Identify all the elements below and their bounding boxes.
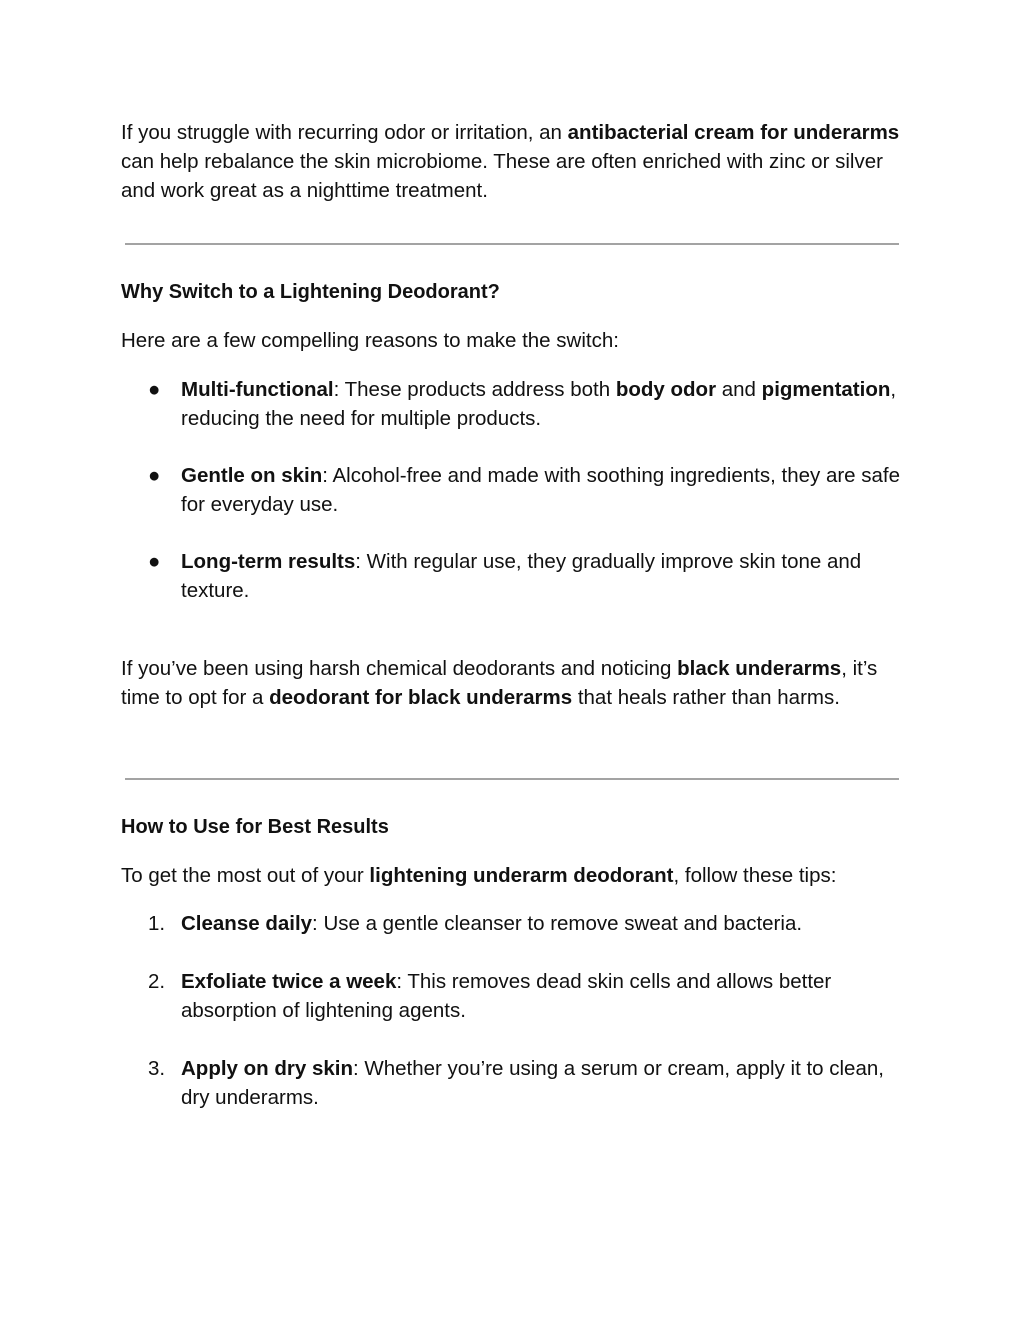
closing-text-1: If you’ve been using harsh chemical deodorants and noticing [121, 657, 678, 680]
item-bold-body-odor: body odor [615, 378, 717, 401]
list-item-exfoliate [148, 968, 916, 1026]
lead-bold-lightening-deodorant: lightening underarm deodorant [369, 864, 674, 887]
closing-text-3: that heals rather than harms. [572, 685, 840, 709]
list-number: 1. [148, 912, 166, 935]
closing-bold-black-underarms: black underarms [677, 657, 842, 680]
bullet-icon: ● [148, 378, 161, 401]
section-divider-2 [125, 778, 899, 780]
item-bold-label: Apply on dry skin [181, 1057, 353, 1080]
intro-text-2: can help rebalance the skin microbiome. These are often enriched with zinc or silver and work great as a nighttime treatment. [121, 149, 883, 202]
list-item-apply-dry-skin [148, 1055, 916, 1113]
item-bold-label: Exfoliate twice a week [181, 970, 397, 993]
bullet-icon: ● [148, 550, 161, 573]
item-text: , reducing the need for multiple products. [181, 378, 897, 430]
item-text: and [716, 378, 762, 401]
item-bold-pigmentation: pigmentation [761, 378, 891, 401]
item-bold-label: Gentle on skin [181, 464, 323, 487]
bullet-icon: ● [148, 464, 161, 487]
section-divider-1 [125, 243, 899, 245]
intro-paragraph [121, 119, 911, 205]
section-heading-why-switch: Why Switch to a Lightening Deodorant? [121, 281, 500, 303]
item-text: : These products address both [333, 378, 616, 401]
item-bold-label: Multi-functional [181, 378, 334, 401]
item-text: : This removes dead skin cells and allows better absorption of lightening agents. [181, 970, 832, 1022]
item-text: : Use a gentle cleanser to remove sweat and bacteria. [312, 912, 803, 935]
lead-text-1: To get the most out of your [121, 864, 370, 887]
section1-closing-paragraph [121, 655, 911, 713]
list-number: 2. [148, 970, 166, 993]
list-number: 3. [148, 1057, 166, 1080]
section1-lead: Here are a few compelling reasons to make the switch: [121, 329, 619, 352]
list-item-long-term-results [148, 548, 916, 606]
section-heading-how-to-use: How to Use for Best Results [121, 816, 389, 838]
list-item-multi-functional [148, 376, 916, 434]
intro-text-1: If you struggle with recurring odor or irritation, an [121, 121, 568, 144]
item-text: : Alcohol-free and made with soothing ingredients, they are safe for everyday use. [181, 464, 901, 516]
lead-text-2: , follow these tips: [673, 864, 837, 887]
item-bold-label: Long-term results [181, 550, 356, 573]
item-text: : Whether you’re using a serum or cream, apply it to clean, dry underarms. [181, 1057, 884, 1109]
list-item-gentle-on-skin [148, 462, 916, 520]
intro-bold-antibacterial-cream: antibacterial cream for underarms [567, 121, 900, 144]
closing-bold-deodorant: deodorant for black underarms [269, 685, 573, 709]
section2-lead [121, 862, 911, 891]
closing-text-2: , it’s time to opt for a [121, 657, 878, 709]
item-bold-label: Cleanse daily [181, 912, 313, 935]
item-text: : With regular use, they gradually improve skin tone and texture. [181, 550, 862, 602]
list-item-cleanse-daily [148, 910, 916, 939]
